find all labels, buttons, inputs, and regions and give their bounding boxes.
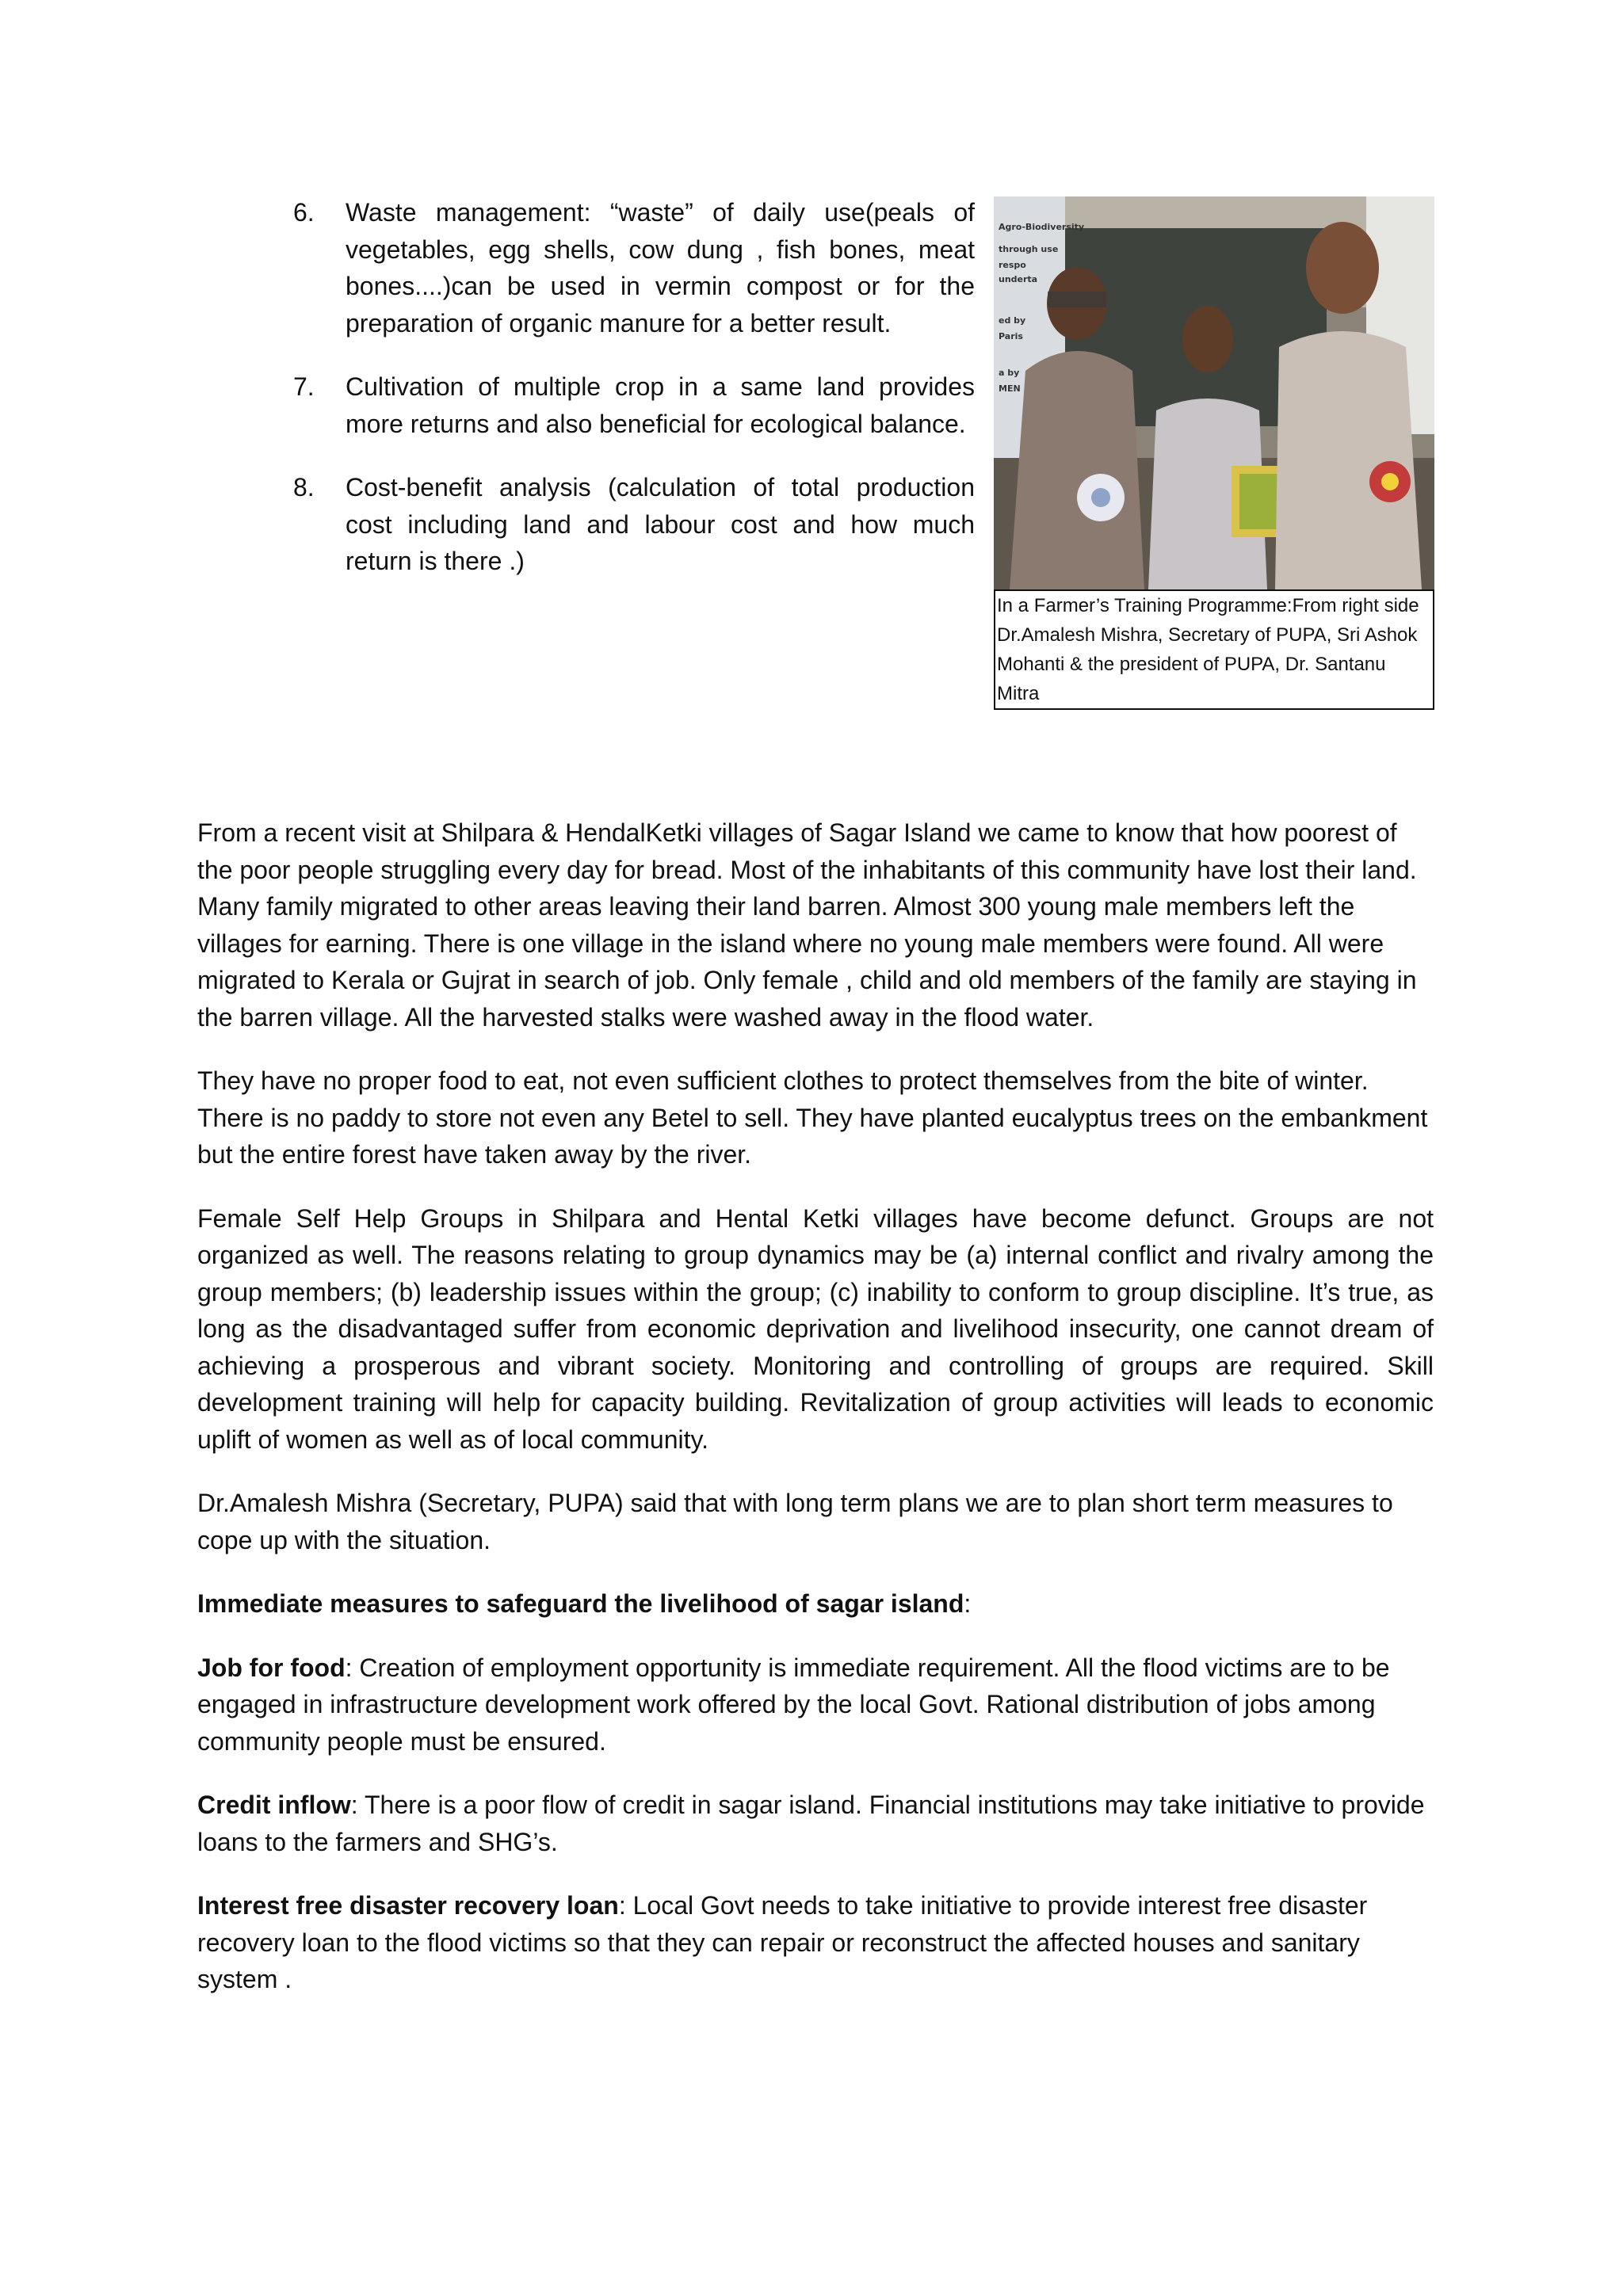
- measure-item: [197, 1887, 1434, 1998]
- board-text: MEN: [999, 383, 1021, 394]
- paragraph: Female Self Help Groups in Shilpara and Hental Ketki villages have become defunct. Groups are not organized as well. The reasons relating to group dynamics may be (a) internal conflict and rivalry among the group members; (b) leadership issues within the group; (c) inability to conform to group discipline. It’s true, as long as the disadvantaged suffer from economic deprivation and livelihood insecurity, one cannot dream of achieving a prosperous and vibrant society. Monitoring and controlling of groups are required. Skill development training will help for capacity building. Revitalization of group activities will leads to economic uplift of women as well as of local community.: [197, 1203, 1434, 1454]
- list-number: 7.: [293, 372, 315, 401]
- board-text: a by: [999, 368, 1020, 378]
- list-text: Cultivation of multiple crop in a same land provides more returns and also beneficial for ecological balance.: [346, 372, 975, 438]
- list-text: Waste management: “waste” of daily use(peals of vegetables, egg shells, cow dung , fish bones, meat bones....)can be used in vermin compost or for the preparation of organic manure for a better result.: [346, 198, 975, 338]
- measures-heading-line: Immediate measures to safeguard the livelihood of sagar island:: [197, 1589, 972, 1618]
- list-item: [293, 194, 975, 341]
- board-text: Agro-Biodiversity: [999, 222, 1085, 232]
- measure-text: : Creation of employment opportunity is immediate requirement. All the flood victims are to be engaged in infrastructure development work offered by the local Govt. Rational distribution of jobs among community people must be ensured.: [197, 1653, 1390, 1756]
- board-text: ed by: [999, 315, 1026, 326]
- photo-caption: In a Farmer’s Training Programme:From right side Dr.Amalesh Mishra, Secretary of PUPA, Sri Ashok Mohanti & the president of PUPA, Dr. Santanu Mitra: [994, 589, 1434, 710]
- training-photo: [994, 196, 1434, 589]
- photo-illustration: [994, 196, 1434, 589]
- measure-title: Job for food: [197, 1653, 346, 1682]
- board-text: through use: [999, 244, 1059, 254]
- list-text: Cost-benefit analysis (calculation of total production cost including land and labour cost and how much return is there .): [346, 473, 975, 575]
- board-text: Paris: [999, 331, 1023, 341]
- board-text: respo: [999, 260, 1026, 270]
- measure-item: [197, 1650, 1434, 1760]
- numbered-list: [293, 194, 975, 607]
- paragraph: Dr.Amalesh Mishra (Secretary, PUPA) said that with long term plans we are to plan short term measures to cope up with the situation.: [197, 1489, 1393, 1554]
- measure-text: : There is a poor flow of credit in sagar island. Financial institutions may take initiative to provide loans to the farmers and SHG’s.: [197, 1791, 1425, 1856]
- paragraph: From a recent visit at Shilpara & HendalKetki villages of Sagar Island we came to know that how poorest of the poor people struggling every day for bread. Most of the inhabitants of this community have lost their land. Many family migrated to other areas leaving their land barren. Almost 300 young male members left the villages for earning. There is one village in the island where no young male members were found. All were migrated to Kerala or Gujrat in search of job. Only female , child and old members of the family are staying in the barren village. All the harvested stalks were washed away in the flood water.: [197, 818, 1417, 1032]
- list-number: 8.: [293, 473, 315, 502]
- paragraph: They have no proper food to eat, not even sufficient clothes to protect themselves from the bite of winter. There is no paddy to store not even any Betel to sell. They have planted eucalyptus trees on the embankment but the entire forest have taken away by the river.: [197, 1066, 1428, 1169]
- list-item: [293, 368, 975, 442]
- measure-text: : Local Govt needs to take initiative to provide interest free disaster recovery loan to the flood victims so that they can repair or reconstruct the affected houses and sanitary system .: [197, 1891, 1368, 1993]
- body-text: [197, 814, 1434, 2025]
- board-text: underta: [999, 274, 1038, 284]
- measure-title: Interest free disaster recovery loan: [197, 1891, 619, 1920]
- measure-item: [197, 1787, 1434, 1860]
- list-item: [293, 469, 975, 580]
- measure-title: Credit inflow: [197, 1791, 351, 1819]
- measures-heading: Immediate measures to safeguard the livelihood of sagar island: [197, 1589, 964, 1618]
- list-number: 6.: [293, 198, 315, 227]
